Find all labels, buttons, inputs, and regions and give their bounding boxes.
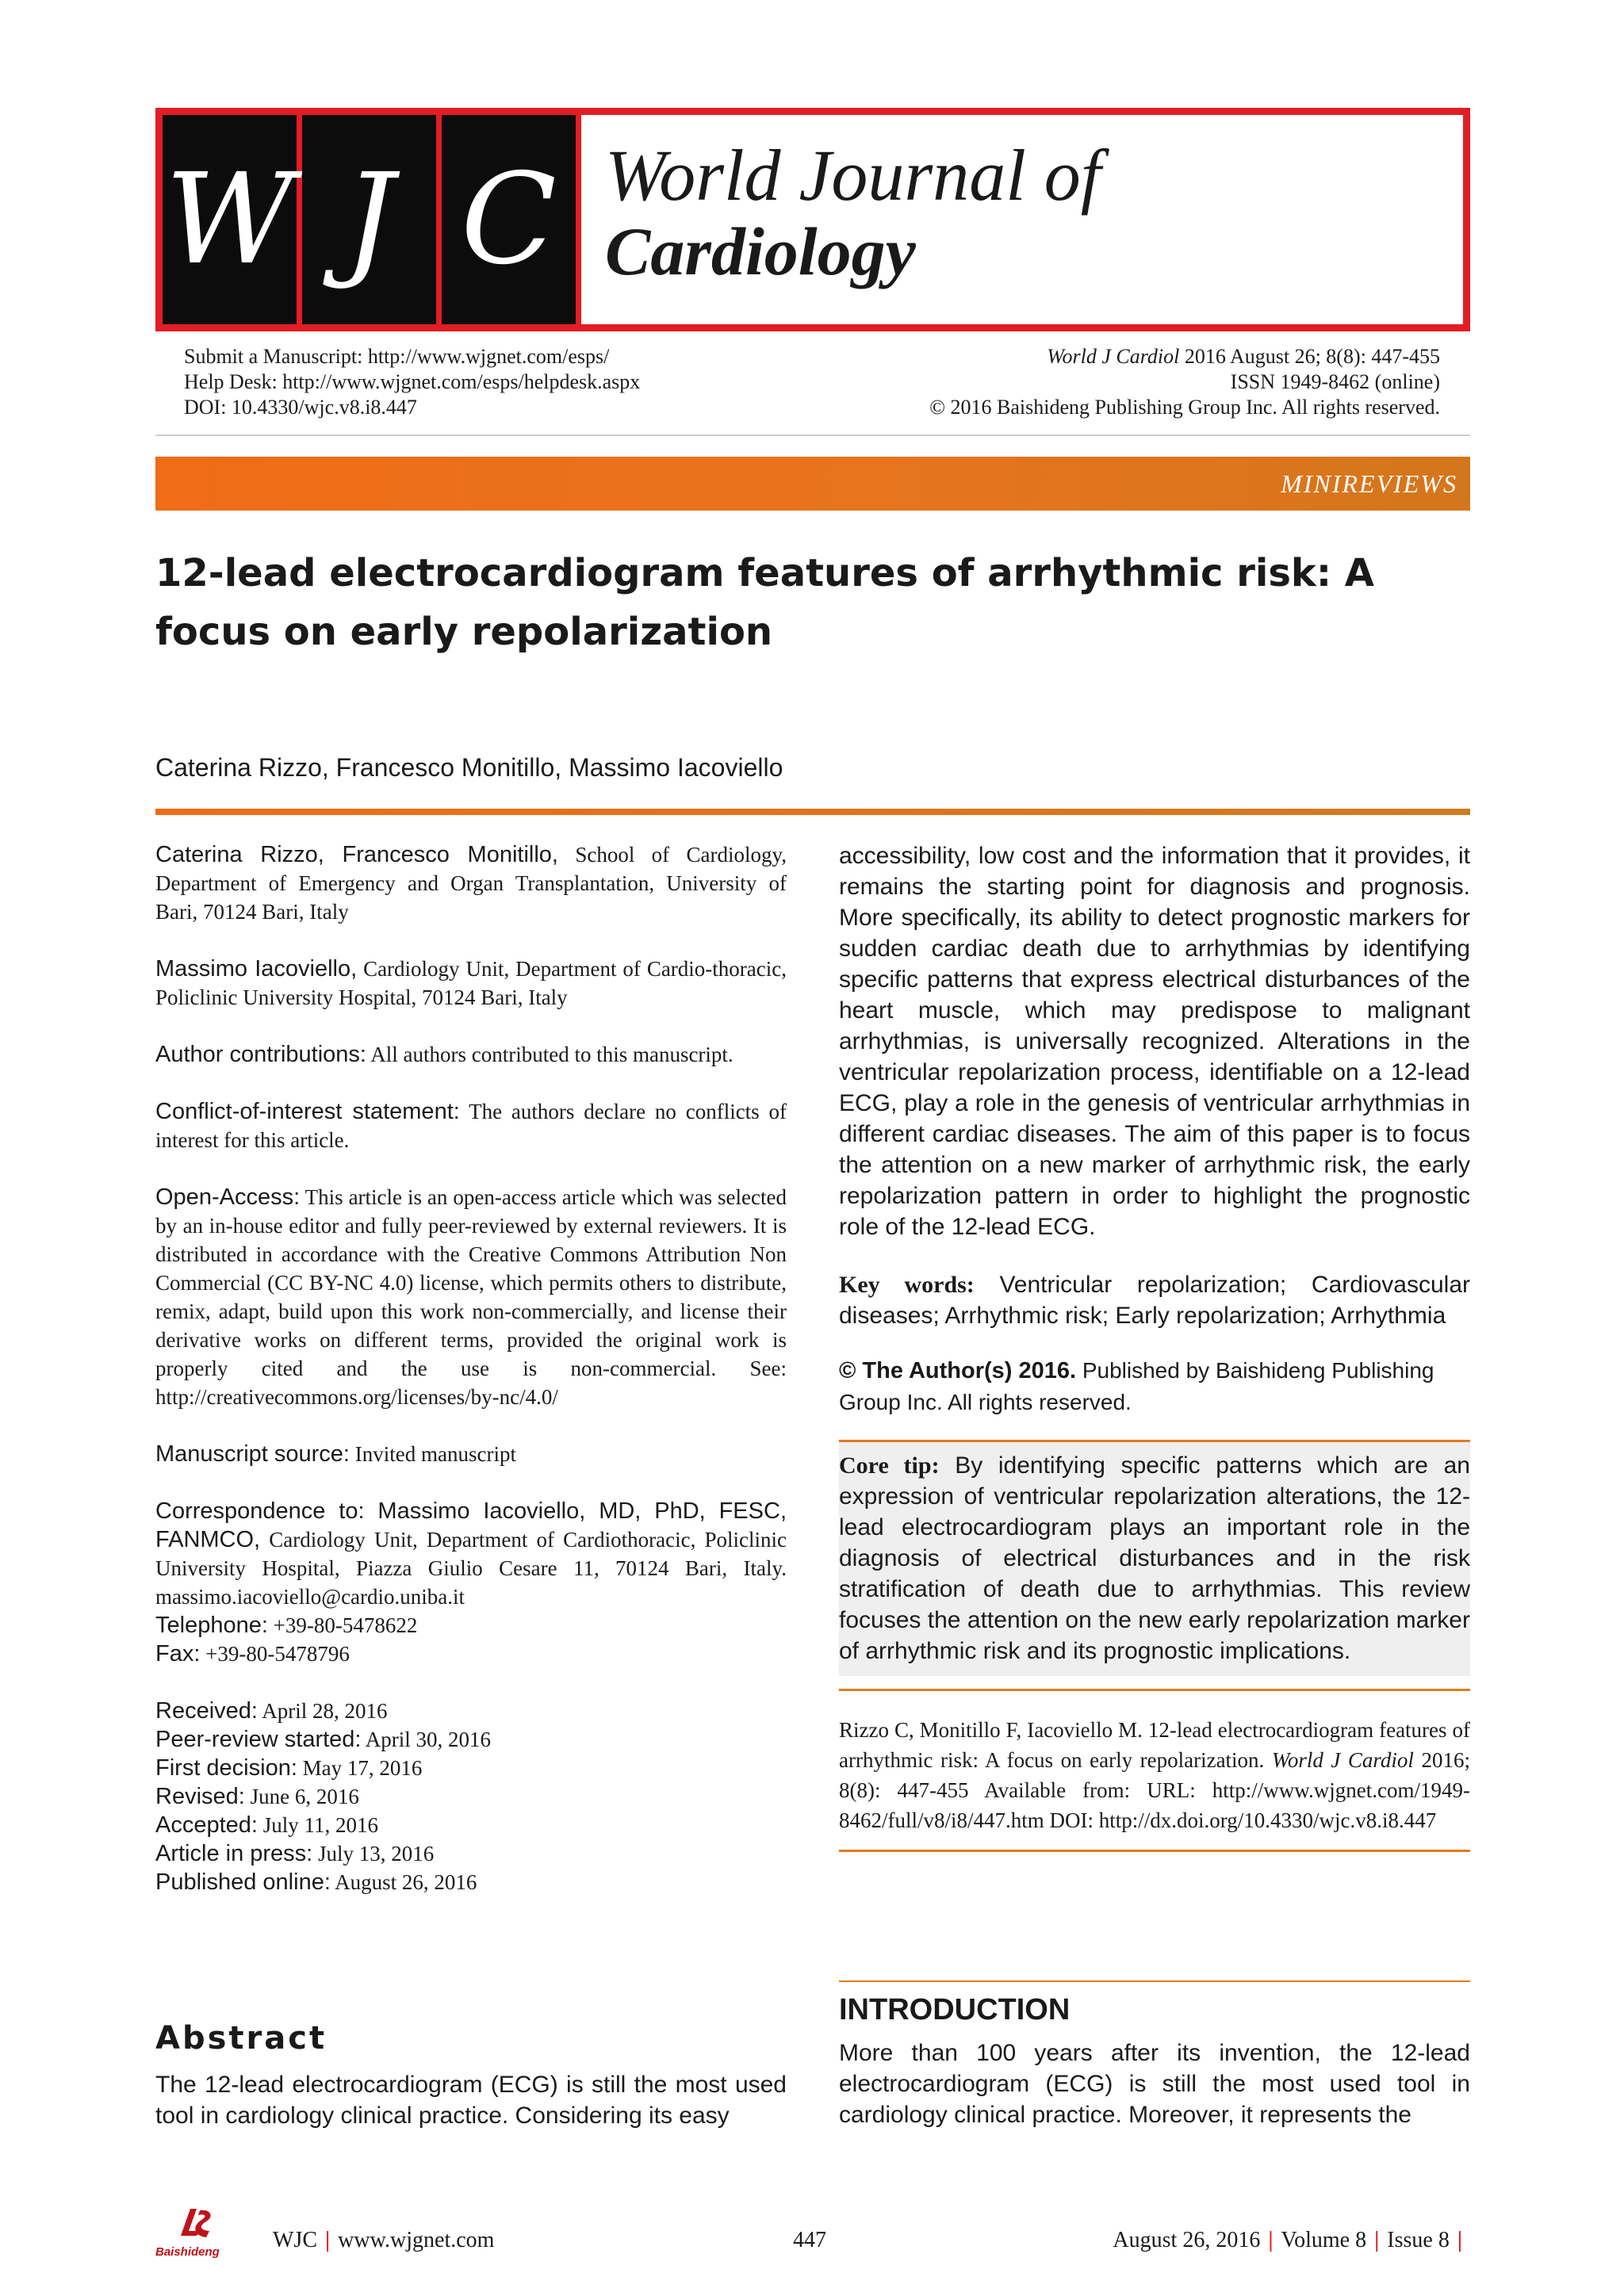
logo-letter-j: J — [302, 115, 442, 324]
publisher-logo — [155, 2204, 238, 2264]
article-dates — [155, 1697, 787, 1896]
footer-volume: Volume 8 — [1281, 2228, 1367, 2252]
helpdesk-link[interactable]: Help Desk: http://www.wjgnet.com/esps/helpdesk.aspx — [184, 370, 641, 393]
date-published: Published online: August 26, 2016 — [155, 1869, 477, 1895]
right-column — [839, 840, 1470, 1852]
date-peer-review: Peer-review started: April 30, 2016 — [155, 1727, 492, 1752]
intro-divider — [839, 1980, 1470, 1982]
correspondence-block — [155, 1497, 787, 1668]
fax: Fax: +39-80-5478796 — [155, 1641, 350, 1667]
abstract-text: The 12-lead electrocardiogram (ECG) is still the most used tool in cardiology clinical practice. Considering its easy — [155, 2072, 787, 2129]
footer-journal: WJC — [273, 2228, 317, 2252]
footer-site[interactable]: www.wjgnet.com — [338, 2228, 495, 2252]
section-label: MINIREVIEWS — [1281, 469, 1457, 498]
author-divider — [155, 809, 1470, 815]
header-divider — [155, 434, 1470, 436]
journal-citation: World J Cardiol 2016 August 26; 8(8): 447-455 — [1047, 345, 1440, 368]
date-accepted: Accepted: July 11, 2016 — [155, 1812, 378, 1838]
affiliation-1: Caterina Rizzo, Francesco Monitillo, School of Cardiology, Department of Emergency and Organ Transplantation, University of Bari, 70124 Bari, Italy — [155, 842, 787, 924]
journal-name-line2: Cardiology — [605, 212, 916, 289]
conflict-of-interest: Conflict-of-interest statement: The authors declare no conflicts of interest for this article. — [155, 1099, 787, 1152]
abstract-heading: Abstract — [155, 2020, 327, 2057]
introduction-text: More than 100 years after its invention, the 12-lead electrocardiogram (ECG) is still the most used tool in cardiology clinical practice. Moreover, it represents the — [839, 2040, 1470, 2128]
author-copyright: © The Author(s) 2016. Published by Baishideng Publishing Group Inc. All rights reserved. — [839, 1358, 1434, 1414]
left-column — [155, 840, 787, 1896]
citation-bottom-rule — [839, 1850, 1470, 1852]
logo-letter-w: W — [163, 115, 302, 324]
journal-masthead — [155, 108, 1470, 331]
manuscript-source: Manuscript source: Invited manuscript — [155, 1441, 516, 1467]
telephone: Telephone: +39-80-5478622 — [155, 1613, 418, 1638]
core-tip-box — [839, 1442, 1470, 1676]
article-title: 12-lead electrocardiogram features of arrhythmic risk: A focus on early repolarization — [155, 551, 1374, 654]
footer-issue: Issue 8 — [1387, 2228, 1450, 2252]
journal-name-line1: World Journal of — [605, 135, 1101, 216]
correspondence: Correspondence to: Massimo Iacoviello, MD, PhD, FESC, FANMCO, Cardiology Unit, Department of Cardiothoracic, Policlinic University Hospital, Piazza Giulio Cesare 11, 70124 Bari, Italy. massimo.iacoviello@cardio.uniba.it — [155, 1498, 787, 1609]
copyright-text: © 2016 Baishideng Publishing Group Inc. All rights reserved. — [929, 396, 1440, 419]
page-footer — [155, 2225, 1470, 2264]
journal-name — [581, 115, 1101, 324]
doi-text: DOI: 10.4330/wjc.v8.i8.447 — [184, 396, 417, 419]
footer-date: August 26, 2016 — [1113, 2228, 1261, 2252]
author-contributions: Author contributions: All authors contributed to this manuscript. — [155, 1042, 733, 1067]
submit-link[interactable]: Submit a Manuscript: http://www.wjgnet.com/esps/ — [184, 345, 610, 368]
footer-right: August 26, 2016 | Volume 8 | Issue 8 | — [1113, 2228, 1462, 2252]
section-banner — [155, 457, 1470, 511]
core-tip: Core tip: By identifying specific patterns which are an expression of ventricular repolarization alterations, the 12-lead electrocardiogram plays an important role in the diagnosis of electrical disturbances and in the risk stratification of death due to arrhythmias. This review focuses the attention on the new early repolarization marker of arrhythmic risk and its prognostic implications. — [839, 1452, 1470, 1664]
date-received: Received: April 28, 2016 — [155, 1698, 388, 1724]
keywords: Key words: Ventricular repolarization; Cardiovascular diseases; Arrhythmic risk; Early repolarization; Arrhythmia — [839, 1272, 1470, 1329]
submission-info — [184, 344, 640, 420]
introduction-heading: INTRODUCTION — [839, 1993, 1071, 2026]
page-number: 447 — [793, 2228, 826, 2252]
open-access-statement: Open-Access: This article is an open-access article which was selected by an in-house editor and fully peer-reviewed by external reviewers. It is distributed in accordance with the Creative Commons Attribution Non Commercial (CC BY-NC 4.0) license, which permits others to distribute, remix, adapt, build upon this work non-commercially, and license their derivative works on different terms, provided the original work is properly cited and the use is non-commercial. See: http://creativecommons.org/licenses/by-nc/4.0/ — [155, 1184, 787, 1409]
date-first-decision: First decision: May 17, 2016 — [155, 1755, 423, 1781]
logo-letter-c: C — [442, 115, 581, 324]
date-revised: Revised: June 6, 2016 — [155, 1784, 359, 1809]
author-list: Caterina Rizzo, Francesco Monitillo, Massimo Iacoviello — [155, 753, 783, 782]
issn-text: ISSN 1949-8462 (online) — [1230, 370, 1440, 393]
publisher-name: Baishideng — [155, 2245, 220, 2259]
date-in-press: Article in press: July 13, 2016 — [155, 1841, 435, 1866]
affiliation-2: Massimo Iacoviello, Cardiology Unit, Department of Cardio-thoracic, Policlinic University Hospital, 70124 Bari, Italy — [155, 956, 787, 1009]
baishideng-logo-icon — [176, 2204, 217, 2242]
citation-info — [929, 344, 1440, 420]
footer-left: WJC | www.wjgnet.com — [273, 2228, 495, 2252]
how-to-cite: Rizzo C, Monitillo F, Iacoviello M. 12-lead electrocardiogram features of arrhythmic risk: A focus on early repolarization. World J Cardiol 2016; 8(8): 447-455 Available from: URL: http://www.wjgnet.com/1949-8462/full/v8/i8/447.htm DOI: http://dx.doi.org/10.4330/wjc.v8.i8.447 — [839, 1718, 1470, 1832]
abstract-continued: accessibility, low cost and the information that it provides, it remains the starting point for diagnosis and prognosis. More specifically, its ability to detect prognostic markers for sudden cardiac death due to arrhythmias by identifying specific patterns that express electrical disturbances of the heart muscle, which may predispose to malignant arrhythmias, is universally recognized. Alterations in the ventricular repolarization process, identifiable on a 12-lead ECG, play a role in the genesis of ventricular arrhythmias in different cardiac diseases. The aim of this paper is to focus the attention on a new marker of arrhythmic risk, the early repolarization pattern in order to highlight the prognostic role of the 12-lead ECG. — [839, 843, 1470, 1240]
